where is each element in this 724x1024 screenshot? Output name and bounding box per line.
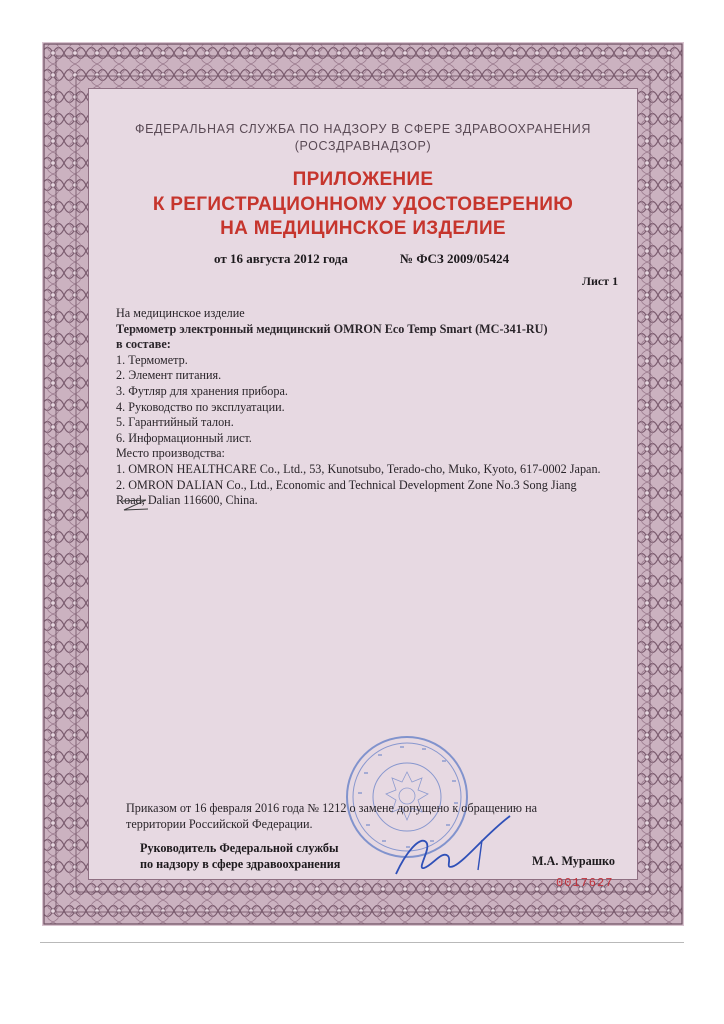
list-item: 6. Информационный лист. [116, 430, 252, 445]
production-site: Road, Dalian 116600, China. [116, 493, 258, 508]
scan-edge-line [40, 942, 684, 943]
order-line: Приказом от 16 февраля 2016 года № 1212 о замене допущено к обращению на [126, 801, 538, 815]
certificate-sheet [42, 42, 684, 926]
order-statement [126, 800, 586, 832]
document-title: ПРИЛОЖЕНИЕ [292, 169, 434, 190]
order-line: территории Российской Федерации. [126, 817, 313, 831]
signature [386, 812, 516, 882]
document-subtitle-2: НА МЕДИЦИНСКОЕ ИЗДЕЛИЕ [220, 218, 506, 239]
registration-date: от 16 августа 2012 года [214, 251, 348, 266]
agency-abbreviation: (РОСЗДРАВНАДЗОР) [294, 139, 432, 153]
list-item: 1. Термометр. [116, 352, 188, 367]
signatory-name: М.А. Мурашко [532, 854, 615, 868]
registration-number: № ФСЗ 2009/05424 [400, 251, 510, 266]
z-mark [120, 498, 150, 514]
serial-number: 0017627 [556, 876, 614, 890]
document-subtitle-1: К РЕГИСТРАЦИОННОМУ УДОСТОВЕРЕНИЮ [152, 194, 574, 215]
production-label: Место производства: [116, 446, 225, 461]
production-site: 2. OMRON DALIAN Co., Ltd., Economic and Technical Development Zone No.3 Song Jiang [116, 477, 577, 492]
sheet-number: Лист 1 [582, 274, 619, 288]
list-item: 5. Гарантийный талон. [116, 415, 234, 430]
device-description [116, 306, 636, 509]
product-name: Термометр электронный медицинский OMRON Eco Temp Smart (МС-341-RU) [116, 321, 548, 336]
list-item: 2. Элемент питания. [116, 368, 222, 383]
production-site: 1. OMRON HEALTHCARE Co., Ltd., 53, Kunotsubo, Terado-cho, Muko, Kyoto, 617-0002 Japan. [116, 461, 601, 476]
list-item: 3. Футляр для хранения прибора. [116, 383, 288, 398]
agency-name: ФЕДЕРАЛЬНАЯ СЛУЖБА ПО НАДЗОРУ В СФЕРЕ ЗДРАВООХРАНЕНИЯ [135, 122, 591, 136]
signatory-title: Руководитель Федеральной службы по надзору в сфере здравоохранения [140, 841, 341, 871]
intro-text: На медицинское изделие [116, 306, 245, 320]
list-item: 4. Руководство по эксплуатации. [116, 399, 285, 414]
composition-label: в составе: [116, 337, 171, 352]
